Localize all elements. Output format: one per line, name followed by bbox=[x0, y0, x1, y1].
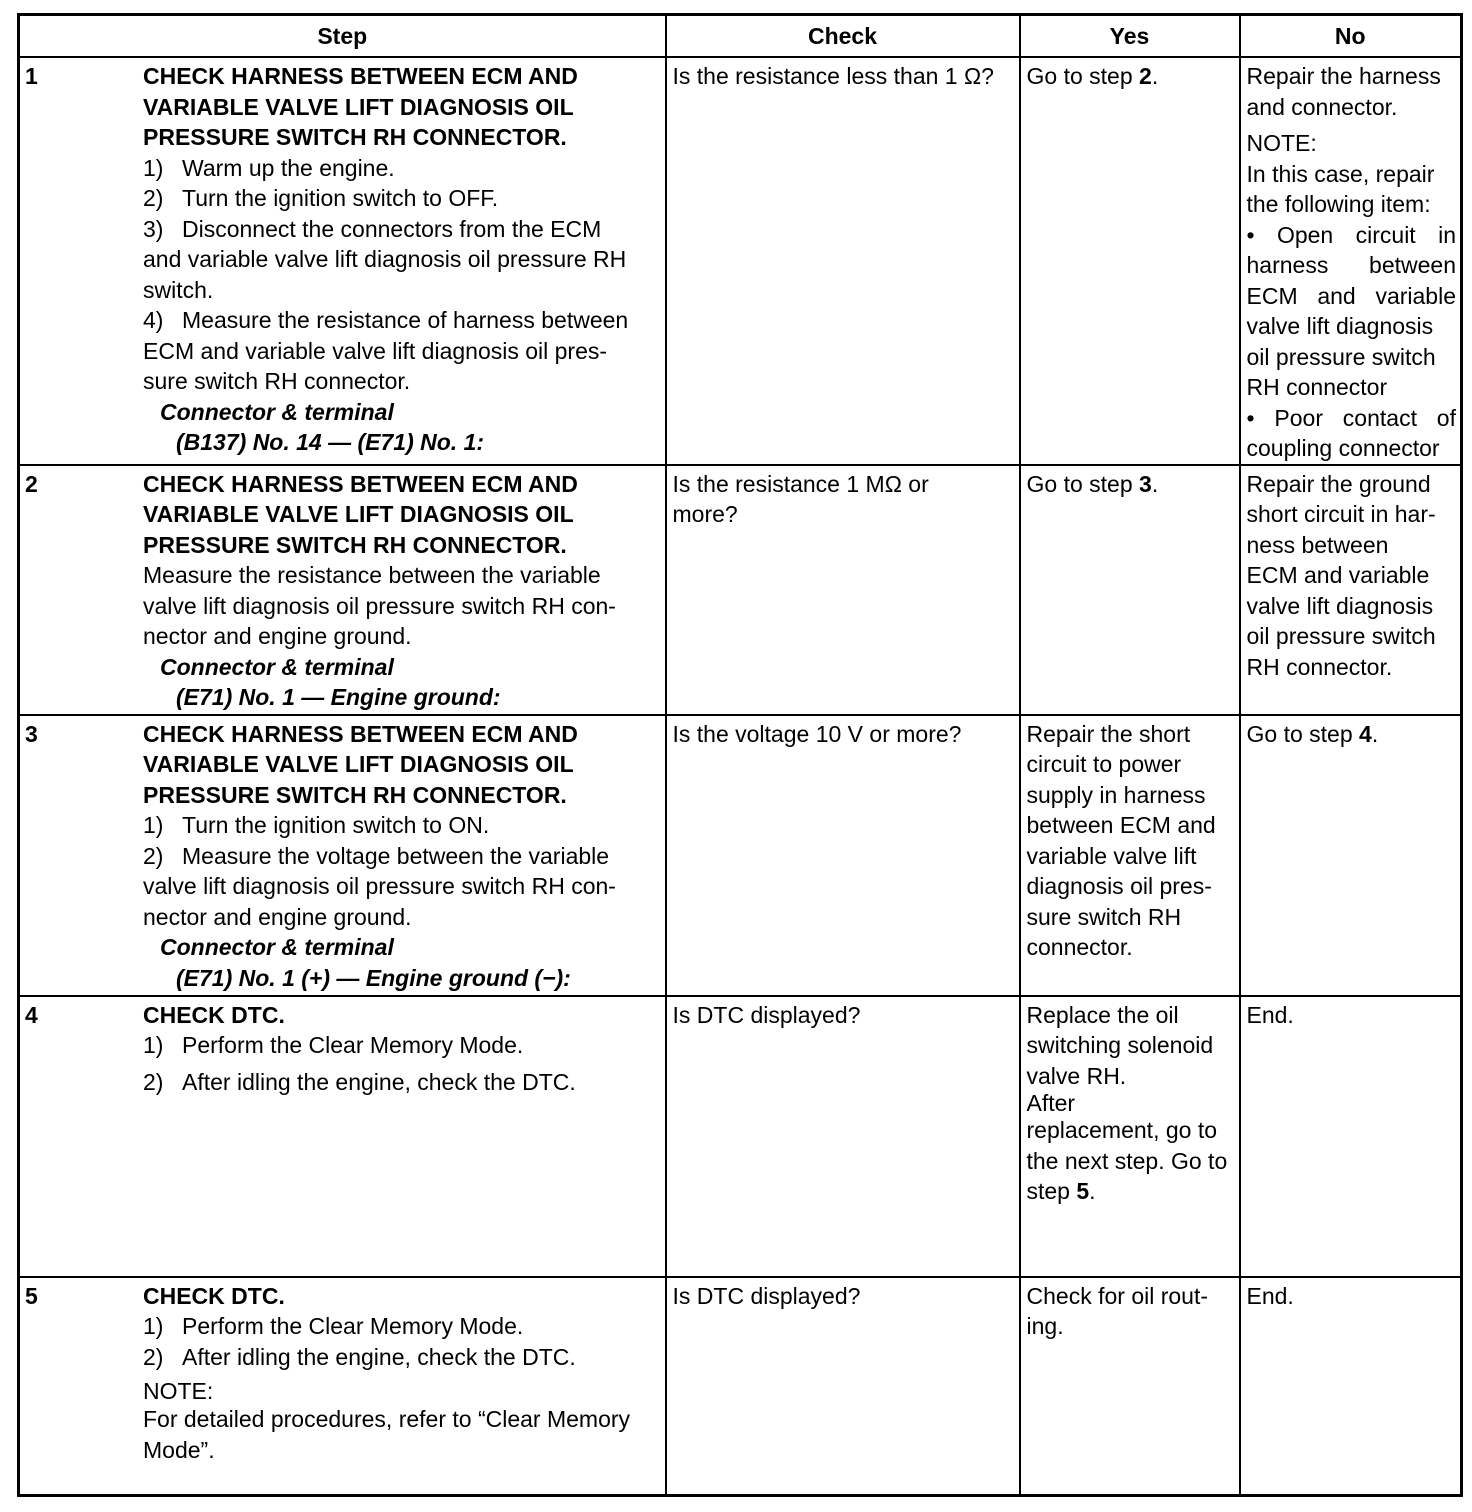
no-line: Repair the ground bbox=[1246, 470, 1431, 497]
bullet-line: • Poor contact of bbox=[1246, 404, 1456, 431]
note-label: NOTE: bbox=[143, 1378, 214, 1404]
header-row bbox=[19, 15, 1462, 58]
no-cell bbox=[1240, 1277, 1462, 1496]
instruction-line bbox=[143, 183, 661, 214]
no-text: End. bbox=[1246, 1282, 1294, 1309]
yes-text-pre: Go to step bbox=[1026, 63, 1140, 89]
connector-terminal-value: (E71) No. 1 (+) — Engine ground (−): bbox=[176, 964, 571, 991]
no-line: In this case, repair bbox=[1246, 160, 1435, 187]
yes-cell bbox=[1020, 1277, 1240, 1496]
instruction-number: 1) bbox=[143, 154, 164, 181]
instruction-text: After idling the engine, check the DTC. bbox=[182, 1343, 576, 1370]
instruction-line: valve lift diagnosis oil pressure switch RH con- bbox=[143, 873, 616, 899]
step-heading-line: CHECK HARNESS BETWEEN ECM AND bbox=[143, 63, 578, 89]
yes-line: between ECM and bbox=[1026, 812, 1216, 838]
step-heading-line: PRESSURE SWITCH RH CONNECTOR. bbox=[143, 781, 567, 808]
no-text: End. bbox=[1246, 1001, 1294, 1028]
yes-cell bbox=[1020, 57, 1240, 465]
no-text-post: . bbox=[1371, 720, 1379, 747]
check-text: Is DTC displayed? bbox=[672, 1282, 861, 1309]
yes-text bbox=[1021, 466, 1239, 500]
instruction-text: Measure the resistance of harness between bbox=[182, 307, 629, 333]
instruction-line bbox=[143, 1342, 661, 1373]
instruction-number: 1) bbox=[143, 1032, 164, 1058]
step-row-4 bbox=[19, 996, 1462, 1277]
yes-line: Repair the short bbox=[1026, 720, 1191, 747]
yes-text bbox=[1021, 716, 1239, 963]
yes-step-ref: 5 bbox=[1076, 1178, 1090, 1204]
instruction-line bbox=[143, 305, 661, 336]
connector-terminal-value: (B137) No. 14 — (E71) No. 1: bbox=[176, 429, 485, 455]
yes-cell bbox=[1020, 465, 1240, 715]
instruction-text: Turn the ignition switch to OFF. bbox=[182, 185, 499, 211]
yes-step-ref: 3 bbox=[1139, 470, 1152, 497]
check-text bbox=[667, 466, 1019, 530]
check-cell bbox=[666, 715, 1020, 996]
no-cell bbox=[1240, 465, 1462, 715]
no-line: valve lift diagnosis bbox=[1246, 592, 1434, 619]
yes-line bbox=[1027, 1176, 1234, 1207]
no-line: RH connector. bbox=[1246, 653, 1393, 680]
instruction-line bbox=[143, 153, 661, 184]
yes-line: sure switch RH bbox=[1026, 903, 1182, 930]
bullet-line: ECM and variable bbox=[1246, 282, 1456, 309]
check-text: Is the voltage 10 V or more? bbox=[672, 720, 962, 747]
instruction-text: Perform the Clear Memory Mode. bbox=[182, 1313, 524, 1339]
instruction-text: Disconnect the connectors from the ECM bbox=[182, 215, 602, 242]
step-heading-line: VARIABLE VALVE LIFT DIAGNOSIS OIL bbox=[143, 501, 574, 527]
yes-text-pre: Go to step bbox=[1026, 470, 1140, 497]
connector-terminal-value: (E71) No. 1 — Engine ground: bbox=[176, 684, 501, 710]
step-number: 3 bbox=[25, 720, 38, 747]
instruction-line bbox=[143, 1067, 661, 1098]
no-line: and connector. bbox=[1246, 93, 1398, 120]
instruction-text: Measure the voltage between the variable bbox=[182, 842, 610, 869]
check-cell bbox=[666, 1277, 1020, 1496]
yes-line: Check for oil rout- bbox=[1026, 1282, 1209, 1309]
step-heading-line: PRESSURE SWITCH RH CONNECTOR. bbox=[143, 124, 567, 150]
instruction-line bbox=[143, 1030, 661, 1061]
instruction-line: and variable valve lift diagnosis oil pressure RH bbox=[143, 246, 627, 272]
no-text bbox=[1241, 716, 1461, 750]
note-label: NOTE: bbox=[1246, 130, 1317, 156]
step-cell bbox=[19, 715, 666, 996]
bullet-line: oil pressure switch bbox=[1246, 343, 1436, 370]
yes-line: valve RH. bbox=[1026, 1062, 1127, 1089]
yes-text bbox=[1021, 1278, 1239, 1342]
yes-text-pre: step bbox=[1026, 1178, 1077, 1204]
no-line: Repair the harness bbox=[1246, 63, 1441, 89]
no-text-pre: Go to step bbox=[1246, 720, 1360, 747]
yes-text bbox=[1021, 58, 1239, 92]
step-heading-line: PRESSURE SWITCH RH CONNECTOR. bbox=[143, 531, 567, 558]
header-check: Check bbox=[666, 15, 1020, 58]
step-cell bbox=[19, 57, 666, 465]
check-cell bbox=[666, 465, 1020, 715]
instruction-line: ECM and variable valve lift diagnosis oil pres- bbox=[143, 337, 608, 364]
instruction-number: 2) bbox=[143, 842, 164, 869]
step-heading-line: VARIABLE VALVE LIFT DIAGNOSIS OIL bbox=[143, 93, 574, 120]
header-step: Step bbox=[19, 15, 666, 58]
yes-cell bbox=[1020, 996, 1240, 1277]
body-line: nector and engine ground. bbox=[143, 623, 412, 649]
step-number: 5 bbox=[25, 1282, 38, 1309]
step-number: 1 bbox=[25, 63, 38, 89]
yes-line: switching solenoid bbox=[1026, 1032, 1214, 1058]
no-line: oil pressure switch bbox=[1246, 623, 1436, 649]
yes-line: circuit to power bbox=[1026, 751, 1182, 777]
no-cell bbox=[1240, 715, 1462, 996]
step-row-5 bbox=[19, 1277, 1462, 1496]
yes-line: replacement, go to bbox=[1026, 1117, 1218, 1143]
instruction-number: 1) bbox=[143, 812, 164, 838]
instruction-number: 2) bbox=[143, 185, 164, 211]
instruction-number: 1) bbox=[143, 1313, 164, 1339]
instruction-number: 2) bbox=[143, 1068, 164, 1095]
step-heading-line: CHECK DTC. bbox=[143, 1001, 285, 1028]
yes-line: connector. bbox=[1026, 934, 1133, 960]
body-line: Measure the resistance between the variable bbox=[143, 562, 601, 588]
instruction-line bbox=[143, 841, 661, 872]
yes-line: ing. bbox=[1026, 1313, 1064, 1339]
yes-text-post: . bbox=[1151, 63, 1159, 89]
instruction-number: 4) bbox=[143, 307, 164, 333]
instruction-text: After idling the engine, check the DTC. bbox=[182, 1068, 576, 1095]
step-heading-line: CHECK HARNESS BETWEEN ECM AND bbox=[143, 720, 578, 747]
check-text: Is DTC displayed? bbox=[672, 1001, 861, 1028]
yes-line: After bbox=[1026, 1090, 1076, 1116]
check-line: more? bbox=[672, 501, 738, 527]
no-cell bbox=[1240, 996, 1462, 1277]
bullet-line: RH connector bbox=[1246, 374, 1388, 400]
step-row-1 bbox=[19, 57, 1462, 465]
step-number: 2 bbox=[25, 470, 38, 497]
diagnostic-table bbox=[17, 13, 1463, 1497]
connector-terminal-label: Connector & terminal bbox=[160, 653, 394, 680]
body-line: valve lift diagnosis oil pressure switch RH con- bbox=[143, 592, 616, 619]
instruction-text: Perform the Clear Memory Mode. bbox=[182, 1032, 524, 1058]
step-heading-line: CHECK HARNESS BETWEEN ECM AND bbox=[143, 470, 578, 497]
check-cell bbox=[666, 996, 1020, 1277]
bullet-line: • Open circuit in bbox=[1246, 221, 1456, 248]
step-row-3 bbox=[19, 715, 1462, 996]
no-line: short circuit in har- bbox=[1246, 501, 1436, 527]
yes-line: diagnosis oil pres- bbox=[1026, 873, 1212, 899]
yes-line: Replace the oil bbox=[1026, 1001, 1179, 1028]
step-cell bbox=[19, 1277, 666, 1496]
step-cell bbox=[19, 465, 666, 715]
no-cell bbox=[1240, 57, 1462, 465]
bullet-line: coupling connector bbox=[1246, 435, 1440, 461]
yes-cell bbox=[1020, 715, 1240, 996]
header-yes: Yes bbox=[1020, 15, 1240, 58]
no-line: the following item: bbox=[1246, 191, 1431, 217]
instruction-text: Warm up the engine. bbox=[182, 154, 395, 181]
connector-terminal-label: Connector & terminal bbox=[160, 934, 394, 960]
step-cell bbox=[19, 996, 666, 1277]
yes-line: variable valve lift bbox=[1026, 842, 1197, 869]
no-line: ness between bbox=[1246, 531, 1389, 558]
instruction-number: 2) bbox=[143, 1343, 164, 1370]
connector-terminal-label: Connector & terminal bbox=[160, 398, 394, 425]
note-line: For detailed procedures, refer to “Clear Memory bbox=[143, 1406, 631, 1432]
yes-line: supply in harness bbox=[1026, 781, 1206, 808]
no-step-ref: 4 bbox=[1359, 720, 1372, 747]
instruction-text: Turn the ignition switch to ON. bbox=[182, 812, 490, 838]
instruction-line bbox=[143, 1311, 661, 1342]
yes-text-post: . bbox=[1151, 470, 1159, 497]
bullet-line: valve lift diagnosis bbox=[1246, 313, 1434, 339]
yes-line: the next step. Go to bbox=[1026, 1147, 1228, 1174]
yes-step-ref: 2 bbox=[1139, 63, 1152, 89]
yes-text-post: . bbox=[1089, 1178, 1096, 1204]
instruction-line: sure switch RH connector. bbox=[143, 368, 411, 394]
instruction-line: nector and engine ground. bbox=[143, 903, 412, 930]
step-number: 4 bbox=[25, 1001, 38, 1028]
instruction-line bbox=[143, 810, 661, 841]
yes-text bbox=[1021, 997, 1239, 1207]
step-heading-line: CHECK DTC. bbox=[143, 1282, 285, 1309]
no-text bbox=[1241, 466, 1461, 683]
check-line: Is the resistance 1 MΩ or bbox=[672, 470, 929, 497]
check-cell bbox=[666, 57, 1020, 465]
bullet-line: harness between bbox=[1246, 252, 1456, 278]
step-heading-line: VARIABLE VALVE LIFT DIAGNOSIS OIL bbox=[143, 751, 574, 777]
header-no: No bbox=[1240, 15, 1462, 58]
instruction-line bbox=[143, 214, 661, 245]
no-text bbox=[1241, 58, 1461, 464]
check-text: Is the resistance less than 1 Ω? bbox=[672, 63, 994, 89]
instruction-line: switch. bbox=[143, 276, 214, 303]
note-line: Mode”. bbox=[143, 1436, 215, 1463]
no-line: ECM and variable bbox=[1246, 562, 1430, 588]
step-row-2 bbox=[19, 465, 1462, 715]
instruction-number: 3) bbox=[143, 215, 164, 242]
